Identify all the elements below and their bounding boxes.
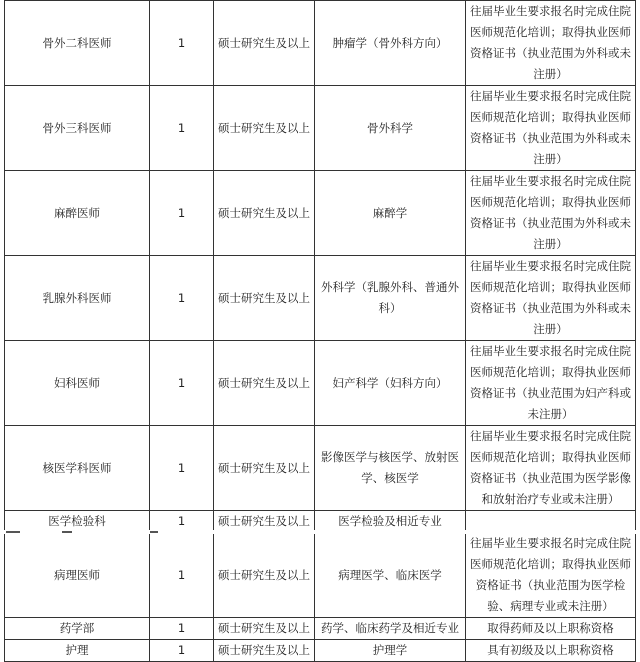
count-cell: 1 — [150, 618, 214, 640]
requirement-cell: 往届毕业生要求报名时完成住院医师规范化培训；取得执业医师资格证书（执业范围为外科或未注册） — [466, 256, 636, 341]
requirement-cell: 往届毕业生要求报名时完成住院医师规范化培训；取得执业医师资格证书（执业范围为医学检验、病理专业或未注册） — [466, 533, 636, 618]
position-cell: 病理医师 — [5, 533, 150, 618]
count-cell: 1 — [150, 511, 214, 533]
major-cell: 骨外科学 — [315, 86, 466, 171]
count-cell: 1 — [150, 533, 214, 618]
position-cell: 医学检验科 — [5, 511, 150, 533]
table-row — [5, 533, 636, 618]
table-row — [5, 618, 636, 640]
major-cell: 麻醉学 — [315, 171, 466, 256]
education-cell: 硕士研究生及以上 — [214, 426, 315, 511]
major-cell: 外科学（乳腺外科、普通外科） — [315, 256, 466, 341]
count-cell: 1 — [150, 171, 214, 256]
requirement-cell: 具有初级及以上职称资格 — [466, 640, 636, 662]
count-cell: 1 — [150, 640, 214, 662]
position-cell: 骨外三科医师 — [5, 86, 150, 171]
table-row — [5, 86, 636, 171]
requirement-cell: 往届毕业生要求报名时完成住院医师规范化培训；取得执业医师资格证书（执业范围为医学影像和放射治疗专业或未注册） — [466, 426, 636, 511]
recruitment-table — [4, 0, 636, 662]
major-cell: 肿瘤学（骨外科方向） — [315, 1, 466, 86]
education-cell: 硕士研究生及以上 — [214, 511, 315, 533]
table-row — [5, 426, 636, 511]
requirement-cell: 往届毕业生要求报名时完成住院医师规范化培训；取得执业医师资格证书（执业范围为外科或未注册） — [466, 86, 636, 171]
count-cell: 1 — [150, 341, 214, 426]
education-cell: 硕士研究生及以上 — [214, 1, 315, 86]
position-cell: 核医学科医师 — [5, 426, 150, 511]
major-cell: 病理医学、临床医学 — [315, 533, 466, 618]
education-cell: 硕士研究生及以上 — [214, 341, 315, 426]
table-row — [5, 341, 636, 426]
requirement-cell: 取得药师及以上职称资格 — [466, 618, 636, 640]
major-cell: 医学检验及相近专业 — [315, 511, 466, 533]
cropped-text-fragment — [150, 531, 158, 533]
education-cell: 硕士研究生及以上 — [214, 86, 315, 171]
position-cell: 护理 — [5, 640, 150, 662]
count-cell: 1 — [150, 256, 214, 341]
table-row — [5, 171, 636, 256]
cropped-text-fragment — [62, 531, 72, 533]
education-cell: 硕士研究生及以上 — [214, 640, 315, 662]
count-cell: 1 — [150, 86, 214, 171]
major-cell: 妇产科学（妇科方向） — [315, 341, 466, 426]
education-cell: 硕士研究生及以上 — [214, 171, 315, 256]
count-cell: 1 — [150, 1, 214, 86]
position-cell: 妇科医师 — [5, 341, 150, 426]
position-cell: 骨外二科医师 — [5, 1, 150, 86]
major-cell: 护理学 — [315, 640, 466, 662]
major-cell: 药学、临床药学及相近专业 — [315, 618, 466, 640]
cropped-next-row-strip — [0, 530, 640, 534]
education-cell: 硕士研究生及以上 — [214, 618, 315, 640]
requirement-cell: 往届毕业生要求报名时完成住院医师规范化培训；取得执业医师资格证书（执业范围为妇产科或未注册） — [466, 341, 636, 426]
education-cell: 硕士研究生及以上 — [214, 256, 315, 341]
major-cell: 影像医学与核医学、放射医学、核医学 — [315, 426, 466, 511]
cropped-text-fragment — [6, 531, 20, 533]
table-row — [5, 640, 636, 662]
count-cell: 1 — [150, 426, 214, 511]
education-cell: 硕士研究生及以上 — [214, 533, 315, 618]
position-cell: 麻醉医师 — [5, 171, 150, 256]
position-cell: 乳腺外科医师 — [5, 256, 150, 341]
table-row — [5, 1, 636, 86]
requirement-cell: 往届毕业生要求报名时完成住院医师规范化培训；取得执业医师资格证书（执业范围为外科或未注册） — [466, 171, 636, 256]
position-cell: 药学部 — [5, 618, 150, 640]
table-row — [5, 256, 636, 341]
requirement-cell: 往届毕业生要求报名时完成住院医师规范化培训；取得执业医师资格证书（执业范围为外科或未注册） — [466, 1, 636, 86]
